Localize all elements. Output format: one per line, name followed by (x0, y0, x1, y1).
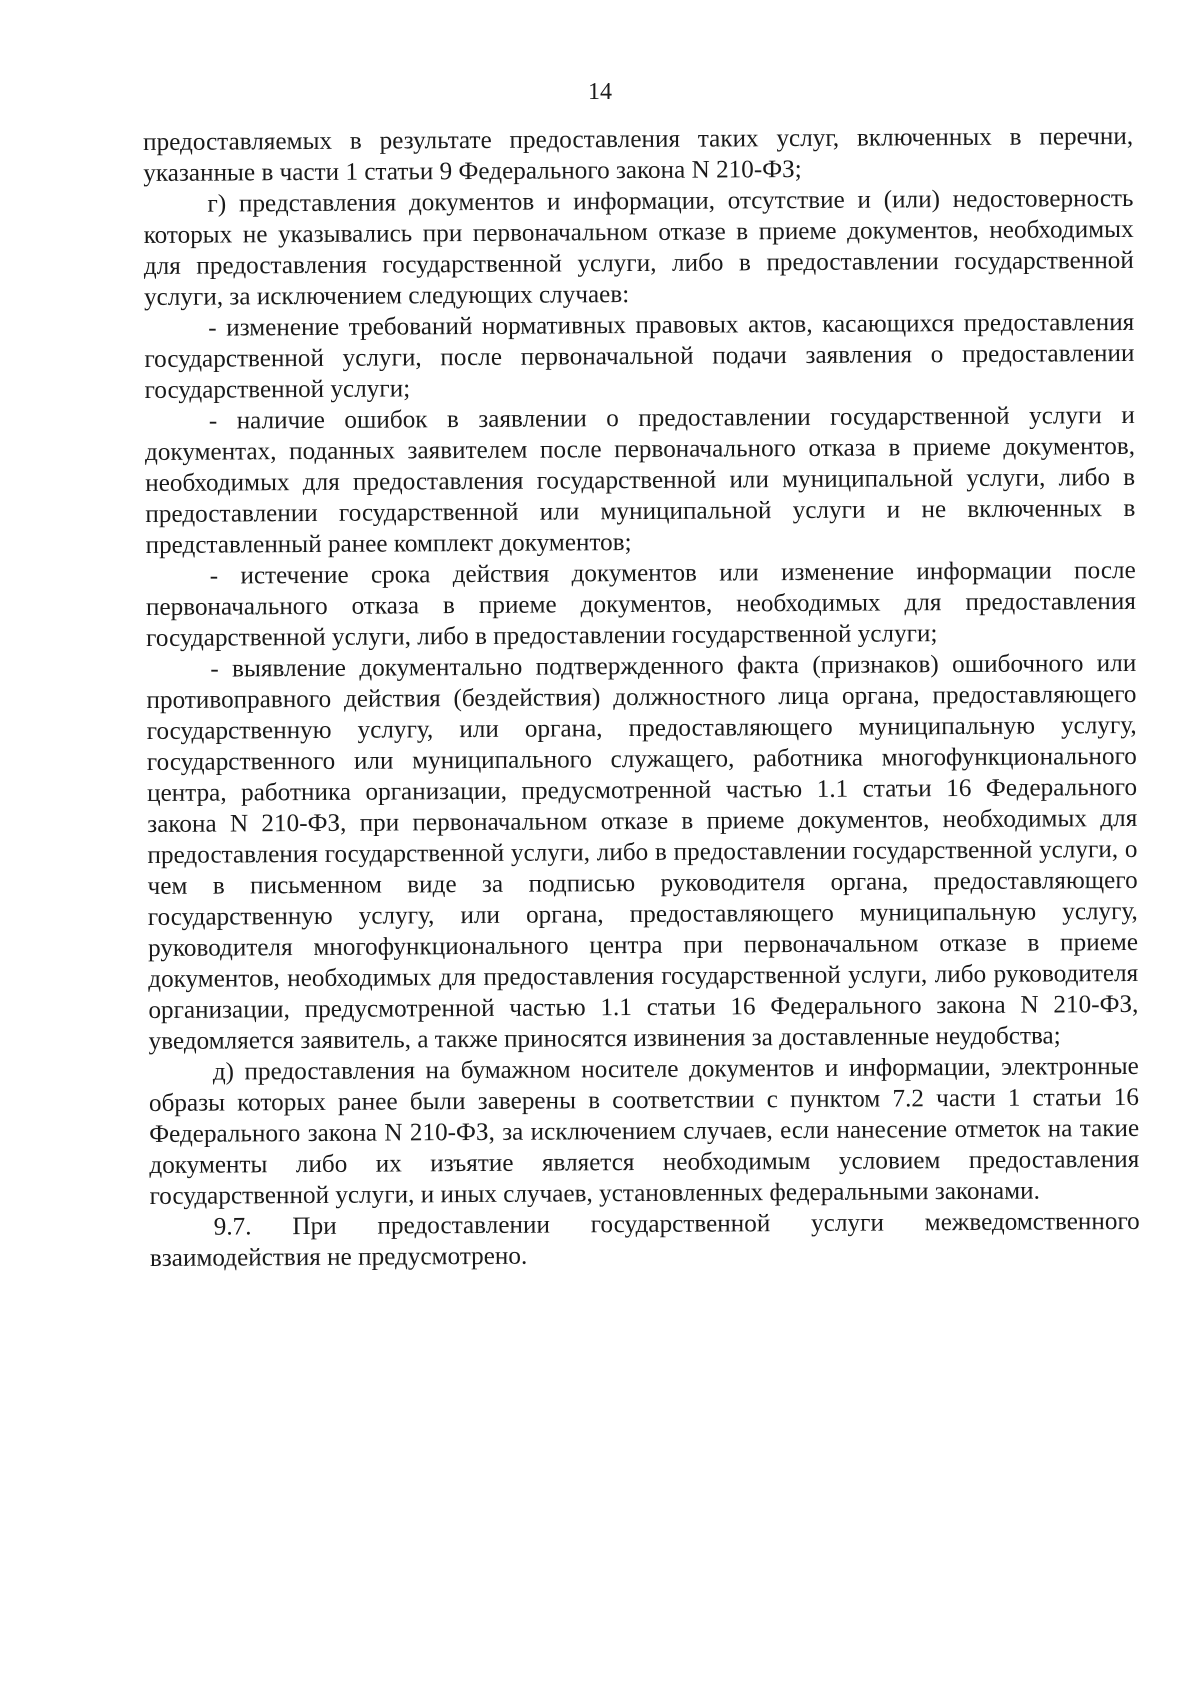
paragraph-item-d: д) предоставления на бумажном носителе документов и информации, электронные образы которых ранее были заверены в соответствии с пунктом 7.2 части 1 статьи 16 Федерального закона N 210-ФЗ, за исключением случаев, если нанесение отметок на такие документы либо их изъятие является необходимым условием предоставления государственной услуги, и иных случаев, установленных федеральными законами. (148, 1052, 1140, 1210)
paragraph-bullet-3: - истечение срока действия документов или изменение информации после первоначального отказа в приеме документов, необходимых для предоставления государственной услуги, либо в предоставлении государственной услуги; (145, 556, 1136, 652)
paragraph-bullet-4: - выявление документально подтвержденного факта (признаков) ошибочного или противоправного действия (бездействия) должностного лица органа, предоставляющего государственную услугу, или органа, предоставляющего муниципальную услугу, государственного или муниципального служащего, работника многофункционального центра, работника организации, предусмотренной частью 1.1 статьи 16 Федерального закона N 210-ФЗ, при первоначальном отказе в приеме документов, необходимых для предоставления государственной услуги, либо в предоставлении государственной услуги, о чем в письменном виде за подписью руководителя органа, предоставляющего государственную услугу, или органа, предоставляющего муниципальную услугу, руководителя многофункционального центра при первоначальном отказе в приеме документов, необходимых для предоставления государственной услуги, либо руководителя организации, предусмотренной частью 1.1 статьи 16 Федерального закона N 210-ФЗ, уведомляется заявитель, а также приносятся извинения за доставленные неудобства; (146, 649, 1139, 1055)
paragraph-section-9-7: 9.7. При предоставлении государственной услуги межведомственного взаимодействия не предусмотрено. (149, 1207, 1140, 1272)
paragraph-bullet-2: - наличие ошибок в заявлении о предоставлении государственной услуги и документах, поданных заявителем после первоначального отказа в приеме документов, необходимых для предоставления государственной или муниципальной услуги, либо в предоставлении государственной или муниципальной услуги и не включенных в представленный ранее комплект документов; (144, 401, 1136, 559)
document-body (143, 121, 1140, 1274)
paragraph-bullet-1: - изменение требований нормативных правовых актов, касающихся предоставления государственной услуги, после первоначальной подачи заявления о предоставлении государственной услуги; (144, 308, 1135, 404)
paragraph-continuation: предоставляемых в результате предоставления таких услуг, включенных в перечни, указанные в части 1 статьи 9 Федерального закона N 210-ФЗ; (143, 122, 1134, 187)
paragraph-item-g: г) представления документов и информации, отсутствие и (или) недостоверность которых не указывались при первоначальном отказе в приеме документов, необходимых для предоставления государственной услуги, либо в предоставлении государственной услуги, за исключением следующих случаев: (143, 184, 1134, 311)
page-number: 14 (588, 79, 612, 105)
